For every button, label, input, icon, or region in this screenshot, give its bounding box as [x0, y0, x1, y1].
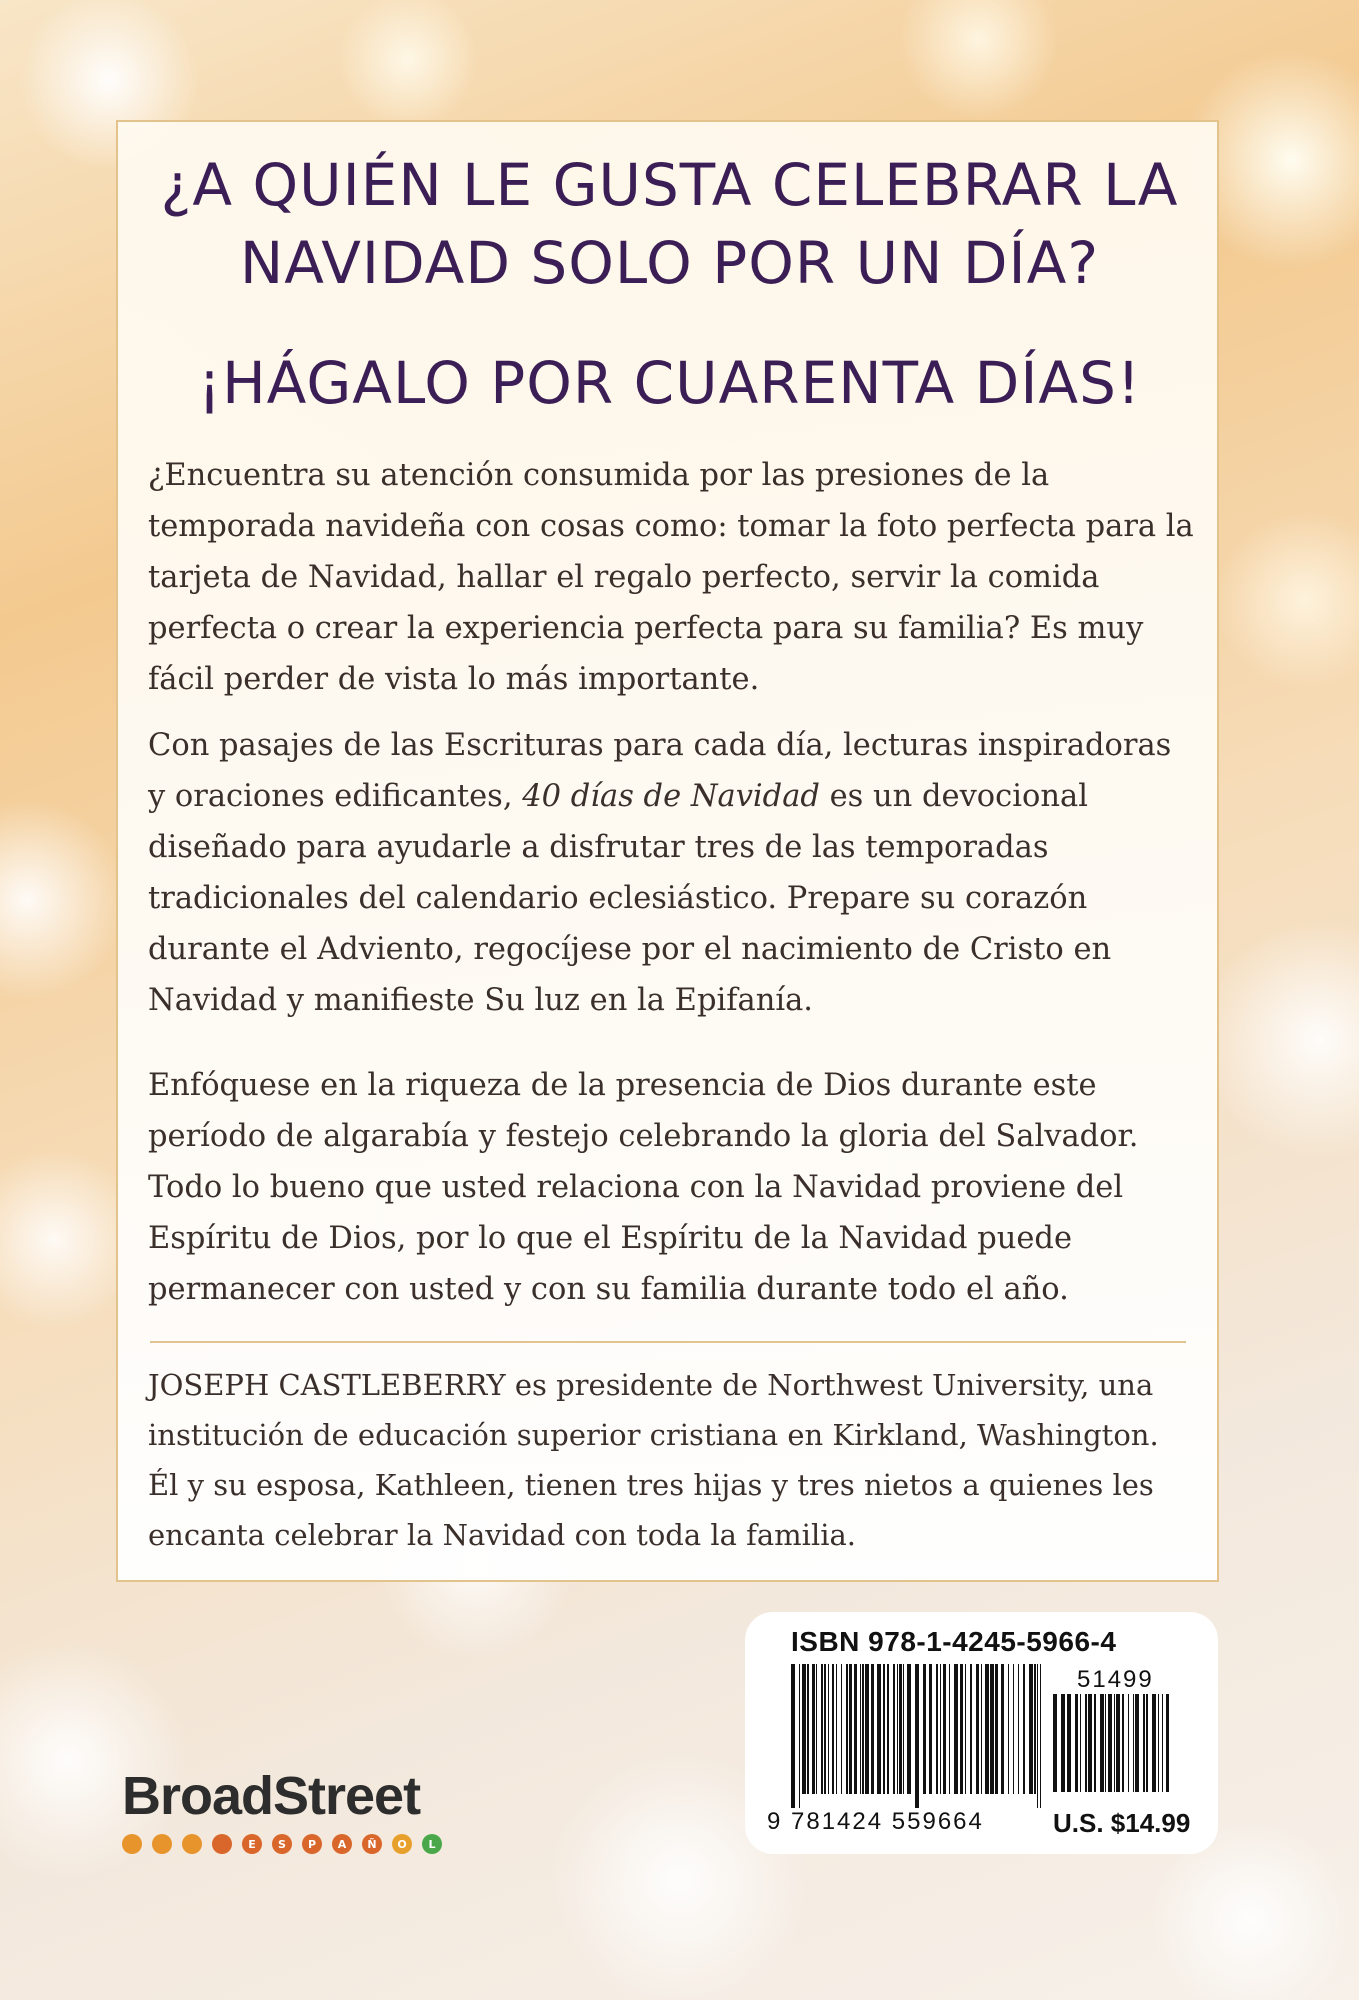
barcode-addon-number: 51499 — [1077, 1666, 1154, 1693]
publisher-letter-dot: L — [422, 1834, 442, 1854]
barcode-bar — [1018, 1664, 1019, 1794]
barcode-bar — [807, 1664, 809, 1794]
price: U.S. $14.99 — [1053, 1808, 1191, 1838]
barcode-bar — [893, 1664, 895, 1794]
publisher-letter-dot: P — [302, 1834, 322, 1854]
barcode-bar — [1067, 1694, 1071, 1792]
barcode-bar — [990, 1664, 994, 1794]
publisher-letter-dot: Ñ — [362, 1834, 382, 1854]
barcode-bars — [791, 1664, 1043, 1808]
barcode-bar — [821, 1664, 823, 1794]
barcode-bar — [1152, 1694, 1156, 1792]
barcode-bar — [943, 1664, 946, 1794]
barcode-bar — [965, 1664, 966, 1794]
barcode-bar — [949, 1664, 950, 1794]
barcode-bar — [1108, 1694, 1112, 1792]
publisher-logo — [122, 1766, 482, 1876]
barcode-bar — [929, 1664, 932, 1794]
barcode-bar — [841, 1664, 842, 1794]
barcode-bar — [1114, 1694, 1115, 1792]
barcode-bar — [1001, 1664, 1004, 1794]
barcode-bar — [860, 1664, 861, 1794]
paragraph-3: Enfóquese en la riqueza de la presencia de Dios durante este período de algarabía y festejo celebrando la gloria del Salvador. Todo lo bueno que usted relaciona con la Navidad proviene del Espíritu de Dios, por lo que el Espíritu de la Navidad puede permanecer con usted y con su familia durante todo el año. — [148, 1068, 1139, 1307]
publisher-letter-dot: O — [392, 1834, 412, 1854]
barcode-bar — [1085, 1694, 1087, 1792]
barcode-bar — [1166, 1694, 1169, 1792]
barcode-bar — [1116, 1694, 1120, 1792]
barcode-bar — [1133, 1694, 1134, 1792]
barcode-bar — [970, 1664, 972, 1794]
isbn-number: ISBN 978-1-4245-5966-4 — [791, 1626, 1117, 1657]
publisher-dot — [122, 1834, 142, 1854]
barcode-bar — [1128, 1694, 1129, 1792]
barcode-bar — [1075, 1694, 1078, 1792]
publisher-dots — [122, 1834, 482, 1854]
paragraph-2-end: es un devocional diseñado para ayudarle a disfrutar tres de las temporadas tradicionales del calendario eclesiástico. Prepare su corazón durante el Adviento, regocíjese por el nacimiento de Cristo en Navidad y manifieste Su luz en la Epifanía. — [148, 779, 1112, 1018]
barcode-bar — [1080, 1694, 1081, 1792]
barcode-bar — [846, 1664, 848, 1794]
barcode-bar — [940, 1664, 941, 1794]
barcode-bar — [954, 1664, 958, 1794]
headline-line-1: ¿A QUIÉN LE GUSTA CELEBRAR LA — [160, 151, 1179, 219]
barcode-bar — [936, 1664, 938, 1794]
barcode-bar — [1122, 1694, 1124, 1792]
barcode-bar — [1162, 1694, 1163, 1792]
barcode-bar — [791, 1664, 795, 1808]
author-bio: JOSEPH CASTLEBERRY es presidente de Northwest University, una institución de educación superior cristiana en Kirkland, Washington. Él y su esposa, Kathleen, tienen tres hijas y tres nietos a quienes les encanta celebrar la Navidad con toda la familia. — [148, 1368, 1159, 1552]
barcode-bar — [854, 1664, 857, 1794]
barcode-bar — [995, 1664, 998, 1794]
barcode-digits: 9 781424 559664 — [767, 1808, 984, 1835]
barcode-bar — [1146, 1694, 1148, 1792]
barcode-bar — [915, 1664, 919, 1808]
divider — [150, 1341, 1186, 1343]
barcode-bar — [1105, 1694, 1106, 1792]
barcode-bar — [1100, 1694, 1104, 1792]
back-cover-text-panel — [116, 120, 1219, 1582]
barcode-bar — [871, 1664, 874, 1794]
barcode-bar — [897, 1664, 898, 1794]
barcode-bar — [865, 1664, 869, 1794]
barcode-bar — [883, 1664, 885, 1794]
barcode-bar — [816, 1664, 817, 1794]
barcode-bar — [1088, 1694, 1092, 1792]
barcode-box — [745, 1612, 1218, 1854]
barcode-bar — [836, 1664, 837, 1794]
barcode-bar — [812, 1664, 815, 1794]
barcode-bar — [923, 1664, 926, 1794]
barcode-bar — [1029, 1664, 1033, 1794]
barcode-bar — [985, 1664, 989, 1794]
barcode-bar — [1008, 1664, 1009, 1794]
barcode-bar — [981, 1664, 982, 1794]
barcode-bar — [1013, 1664, 1014, 1794]
headline-question — [158, 146, 1181, 302]
barcode-bar — [1135, 1694, 1139, 1792]
barcode-bar — [1053, 1694, 1057, 1792]
barcode-bar — [1094, 1694, 1096, 1792]
barcode-bar — [899, 1664, 902, 1794]
publisher-letter-dot: E — [242, 1834, 262, 1854]
barcode-bar — [849, 1664, 852, 1794]
paragraph-1: ¿Encuentra su atención consumida por las presiones de la temporada navideña con cosas como: tomar la foto perfecta para la tarjeta de Navidad, hallar el regalo perfecto, servir la comida perfecta o crear la experiencia perfecta para su familia? Es muy fácil perder de vista lo más importante. — [148, 458, 1194, 697]
barcode-bar — [907, 1664, 911, 1794]
barcode-bar — [828, 1664, 829, 1794]
barcode-bar — [1061, 1694, 1065, 1792]
barcode-bar — [903, 1664, 904, 1794]
barcode-bar — [976, 1664, 979, 1794]
barcode-bar — [887, 1664, 889, 1794]
publisher-name: BroadStreet — [122, 1766, 421, 1826]
barcode-addon-bars — [1053, 1694, 1171, 1806]
barcode-bar — [1034, 1664, 1036, 1794]
barcode-bar — [832, 1664, 834, 1794]
barcode-bar — [799, 1664, 800, 1808]
publisher-dot — [182, 1834, 202, 1854]
barcode-bar — [802, 1664, 806, 1794]
barcode-bar — [877, 1664, 881, 1794]
barcode-bar — [1143, 1694, 1145, 1792]
barcode-bar — [960, 1664, 963, 1794]
barcode-bar — [862, 1664, 864, 1794]
barcode-bar — [824, 1664, 826, 1794]
publisher-letter-dot: A — [332, 1834, 352, 1854]
barcode-bar — [1158, 1694, 1159, 1792]
paragraph-2 — [148, 720, 1198, 1026]
publisher-letter-dot: S — [272, 1834, 292, 1854]
barcode-bar — [1023, 1664, 1025, 1794]
publisher-dot — [212, 1834, 232, 1854]
barcode-bar — [1037, 1664, 1038, 1808]
headline-line-2: NAVIDAD SOLO POR UN DÍA? — [239, 229, 1100, 297]
publisher-dot — [152, 1834, 172, 1854]
paragraph-2-start: Con pasajes de las Escrituras para cada día, lecturas inspiradoras y oraciones edificantes, — [148, 728, 1172, 814]
barcode-bar — [1040, 1664, 1041, 1808]
headline-exclamation: ¡HÁGALO POR CUARENTA DÍAS! — [197, 349, 1142, 417]
book-title: 40 días de Navidad — [522, 779, 820, 814]
